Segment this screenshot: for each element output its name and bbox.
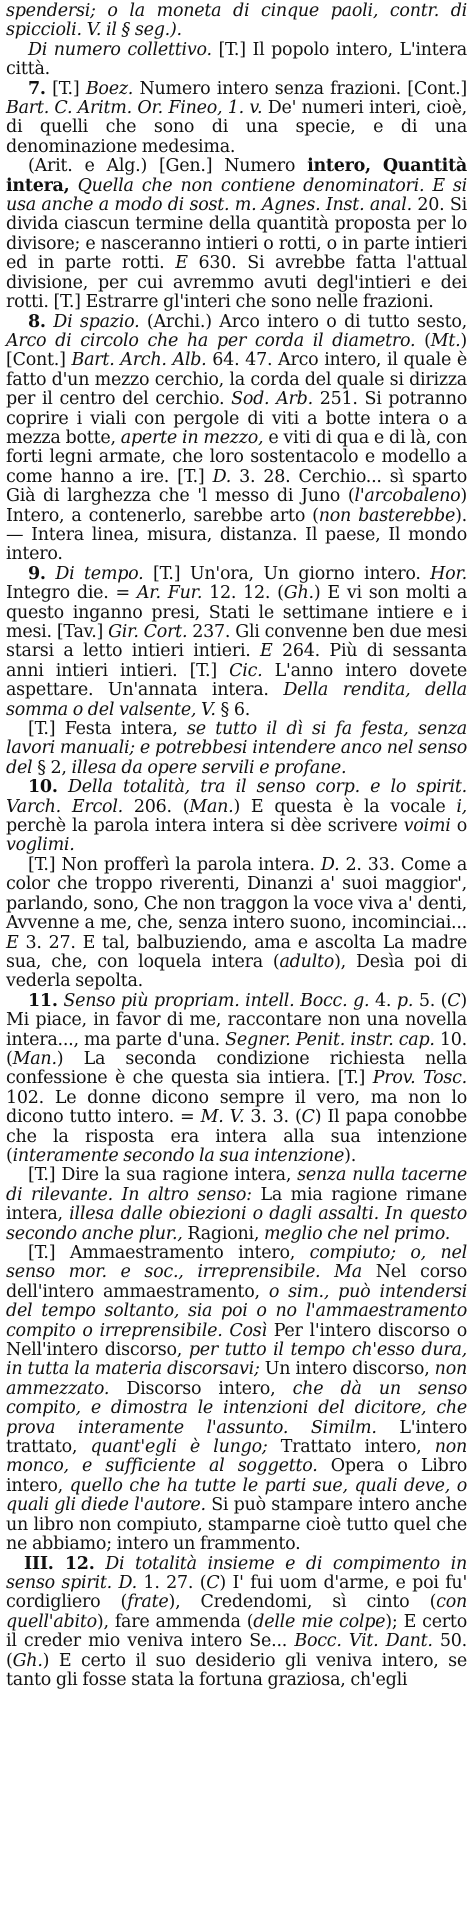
text-segment: ), Credendomi, sì cinto (: [168, 1592, 437, 1613]
text-segment: 8.: [28, 311, 46, 332]
text-segment: meglio che nel primo.: [264, 1223, 451, 1244]
text-segment: 264. Più di sessanta anni intieri intieri. [T.]: [6, 641, 467, 681]
text-segment: ), Desìa poi di vederla sepolta.: [6, 951, 467, 992]
text-segment: (: [415, 330, 431, 351]
text-segment: se tutto il dì si fa festa, senza lavori manuali; e potrebbesi intendere anco nel senso del: [6, 719, 467, 778]
text-segment: ). — Intera linea, misura, distanza. Il paese, Il mondo intero.: [6, 505, 467, 565]
text-segment: 50. (: [6, 1631, 467, 1671]
text-segment: senza nulla tacerne di rilevante. In altro senso:: [6, 1165, 467, 1205]
text-segment: 10. (: [6, 1029, 467, 1069]
text-segment: Boez.: [85, 78, 134, 99]
text-segment: [T.] Il popolo intero, L'intera città.: [6, 39, 467, 80]
text-segment: 20. Si divida ciascun termine della quantità proposta per lo divisore; e nasceranno intieri o rotti, o in parte intieri ed in parte rotti.: [6, 195, 467, 274]
text-segment: [46, 564, 56, 584]
text-segment: [58, 777, 68, 797]
text-segment: intero,: [307, 156, 371, 177]
text-segment: (Arit. e Alg.) [Gen.] Numero: [28, 156, 308, 177]
text-segment: M. V.: [200, 1107, 245, 1128]
text-segment: illesa dalle obiezioni o dagli assalti. In questo secondo anche plur.,: [6, 1204, 467, 1244]
text-segment: 3. 27. E tal, balbuziendo, ama e ascolta La madre sua, che, con loquela intera (: [6, 932, 467, 972]
entry-paragraph: [6, 992, 467, 1167]
text-segment: Si può stampare intero anche un libro non compiuto, stamparne cioè tutto quel che ne abbiamo; intero un frammento.: [6, 1495, 467, 1555]
text-segment: Integro die. =: [6, 583, 137, 604]
text-segment: compiuto; o, nel senso mor. e soc., irreprensibile. Ma: [6, 1243, 467, 1283]
text-segment: 5. (: [413, 990, 448, 1011]
text-segment: Man.: [189, 796, 234, 817]
text-segment: Cic.: [229, 660, 263, 681]
text-segment: 12. 12. (: [202, 583, 284, 604]
text-segment: La mia ragione rimane intera,: [6, 1184, 467, 1225]
text-segment: perchè la parola intera intera si dèe scrivere: [6, 816, 404, 837]
text-segment: [T.] Non profferì la parola intera.: [28, 854, 321, 875]
text-segment: 11.: [28, 990, 58, 1011]
text-segment: Numero intero senza frazioni. [Cont.]: [133, 78, 467, 99]
text-segment: Prov. Tosc.: [372, 1068, 467, 1089]
text-segment: E: [175, 253, 188, 274]
text-segment: Gh.: [12, 1650, 43, 1671]
text-segment: 7.: [28, 78, 46, 99]
text-segment: 237. Gli convenne ben due mesi starsi a letto intieri intieri.: [6, 622, 467, 662]
entry-paragraph: [6, 1166, 467, 1244]
text-segment: i,: [456, 796, 467, 817]
text-segment: o: [450, 816, 467, 837]
text-segment: C: [447, 990, 461, 1011]
text-segment: Sod. Arb.: [231, 389, 313, 410]
text-segment: Opera o Libro intero,: [6, 1456, 467, 1496]
text-segment: Della totalità, tra il senso corp. e lo spirit. Varch. Ercol.: [6, 777, 467, 817]
text-segment: E: [260, 641, 273, 662]
text-segment: ), fare ammenda (: [96, 1611, 254, 1632]
text-segment: ) I' fui uom d'arme, e poi fu' cordigliero (: [6, 1572, 468, 1613]
text-segment: Bart. Arch. Alb.: [71, 350, 207, 371]
text-segment: ); E certo il creder mio veniva intero Se...: [6, 1611, 467, 1652]
text-segment: ).: [344, 1145, 357, 1166]
text-segment: (Archi.) Arco intero o di tutto sesto,: [139, 311, 467, 332]
text-segment: per tutto il tempo ch'esso dura, in tutta la materia discorsavi;: [6, 1340, 467, 1380]
text-segment: Quantità intera,: [6, 156, 467, 196]
text-segment: [T.] Dire la sua ragione intera,: [28, 1165, 298, 1186]
text-segment: 630. Si avrebbe fatta l'attual divisione, per cui avremmo avuti degl'intieri e dei rotti. [T.] Estrarre gl'interi che sono nelle frazioni.: [6, 253, 467, 313]
text-segment: Di numero collettivo.: [28, 39, 212, 60]
text-segment: Bocc. Vit. Dant.: [294, 1631, 433, 1652]
text-segment: o sim., può intendersi del tempo soltanto, sia poi o no l'ammaestramento compito o irreprensibile. Così: [6, 1281, 467, 1341]
text-segment: con quell'abito: [6, 1592, 468, 1632]
text-segment: Ragioni,: [182, 1223, 264, 1244]
text-segment: L'anno intero dovete aspettare. Un'annata intera.: [6, 660, 467, 701]
text-segment: [T.] Ammaestramento intero,: [28, 1243, 310, 1263]
text-segment: 10.: [28, 777, 58, 798]
text-segment: Di totalità insieme e di compimento in senso spirit. D.: [6, 1553, 467, 1593]
text-segment: [T.] Festa intera,: [28, 719, 188, 740]
text-segment: Gir. Cort.: [108, 622, 188, 642]
text-segment: [95, 1554, 106, 1574]
text-segment: non monco, e sufficiente al soggetto.: [6, 1437, 468, 1477]
text-segment: Di spazio.: [53, 311, 140, 332]
text-segment: ) Intero, a contenerlo, sarebbe arto (: [6, 486, 467, 526]
entry-paragraph: [6, 80, 467, 158]
text-segment: frate: [127, 1592, 169, 1613]
entry-paragraph: [6, 1555, 467, 1691]
text-segment: Un intero discorso,: [259, 1359, 435, 1380]
text-segment: De' numeri interi, cioè, di quelli che sono di una specie, e di una denominazione medesima.: [6, 98, 467, 157]
text-segment: D.: [320, 854, 340, 875]
text-segment: 4.: [369, 990, 397, 1011]
text-segment: illesa da opere servili e profane.: [71, 757, 347, 778]
text-segment: 64. 47. Arco intero, il quale è fatto d'un mezzo cerchio, la corda del quale si dirizza per il centro del cerchio.: [6, 350, 467, 410]
text-segment: § 2,: [32, 757, 72, 778]
text-segment: ) La seconda condizione richiesta nella confessione è che questa sia intiera. [T.]: [6, 1048, 467, 1089]
text-segment: ) Il papa conobbe che la risposta era intera alla sua intenzione (: [6, 1107, 467, 1166]
text-segment: adulto: [279, 951, 335, 972]
text-segment: ) E certo il suo desiderio gli veniva intero, se tanto gli fosse stata la fortuna graziosa, ch'egli: [6, 1650, 467, 1690]
text-segment: delle mie colpe: [253, 1611, 386, 1632]
text-segment: spendersi; o la moneta di cinque paoli, contr. di spiccioli. V. il § seg.).: [6, 1, 467, 41]
text-segment: D.: [212, 466, 232, 487]
text-segment: C: [206, 1572, 220, 1593]
text-segment: quant'egli è lungo;: [90, 1437, 268, 1458]
text-segment: C: [301, 1107, 315, 1128]
text-segment: ) E questa è la vocale: [233, 796, 457, 817]
text-segment: ) E vi son molti a questo inganno presi, Stati le settimane intiere e i mesi. [Tav.]: [6, 583, 467, 642]
text-segment: Discorso intero,: [109, 1378, 293, 1399]
entry-paragraph: [6, 2, 467, 41]
text-segment: voimi: [403, 816, 451, 837]
text-segment: [T.]: [45, 78, 86, 99]
text-segment: l'arcobaleno: [354, 486, 461, 507]
text-segment: Ar. Fur.: [136, 583, 203, 604]
text-segment: Della rendita, della somma o del valsente, V.: [6, 680, 467, 720]
text-segment: Per l'intero discorso o Nell'intero discorso,: [6, 1320, 467, 1361]
text-segment: Bart. C. Aritm. Or. Fineo, 1. v.: [6, 98, 263, 119]
text-segment: L'intero trattato,: [6, 1417, 467, 1458]
entry-paragraph: [6, 157, 467, 312]
text-segment: 9.: [28, 563, 46, 584]
text-segment: 206. (: [122, 796, 190, 817]
text-segment: [T.] Un'ora, Un giorno intero.: [143, 563, 431, 584]
text-segment: e viti di qua e di là, con forti legni armate, che loro sostentacolo e modello a come hanno a ire. [T.]: [6, 427, 467, 487]
text-segment: Di tempo.: [55, 563, 144, 584]
entry-paragraph: [6, 856, 467, 992]
text-segment: ) Mi piace, in favor di me, raccontare non una novella intera..., ma parte d'una.: [6, 990, 467, 1050]
entry-paragraph: [6, 41, 467, 80]
entry-paragraph: [6, 720, 467, 778]
text-segment: Trattato intero,: [267, 1437, 435, 1458]
text-segment: Mt.: [430, 330, 461, 351]
text-segment: Hor.: [430, 563, 467, 584]
text-segment: 3. 28. Cerchio... sì sparto Già di larghezza che 'l messo di Juno (: [6, 466, 468, 507]
text-segment: 3. 3. (: [244, 1107, 302, 1128]
text-segment: III. 12.: [24, 1553, 95, 1574]
text-segment: Quella che non contiene denominatori. E si usa anche a modo di sost. m. Agnes. Inst. anal.: [6, 175, 467, 216]
text-segment: 251. Si potranno coprire i viali con pergole di viti a botte intera o a mezza botte,: [6, 389, 468, 448]
text-segment: 102. Le donne dicono sempre il vero, ma non lo dicono tutto intero. =: [6, 1087, 467, 1128]
text-segment: Senso più propriam. intell. Bocc. g.: [63, 990, 370, 1011]
text-segment: aperte in mezzo,: [120, 427, 264, 448]
text-segment: 2. 33. Come a color che troppo riverenti, Dinanzi a' suoi maggior', parlando, sono, Che non traggon la voce viva a' denti, Avvenne a me, che, senza intero suono, incominciai...: [6, 854, 468, 934]
text-segment: non ammezzato.: [6, 1359, 467, 1399]
text-segment: 1. 27. (: [136, 1572, 207, 1593]
text-segment: Segner. Penit. instr. cap.: [225, 1029, 435, 1050]
text-segment: che dà un senso compito, e dimostra le intenzioni del dicitore, che prova interamente l'assunto. Similm.: [6, 1378, 467, 1438]
text-segment: [371, 156, 383, 176]
text-segment: quello che ha tutte le parti sue, quali deve, o quali gli diede l'autore.: [6, 1475, 467, 1516]
text-segment: E: [6, 932, 19, 953]
text-segment: interamente secondo la sua intenzione: [12, 1145, 345, 1166]
text-segment: non basterebbe: [318, 505, 456, 526]
entry-paragraph: [6, 565, 467, 720]
text-segment: voglimi.: [6, 835, 75, 856]
text-segment: Arco di circolo che ha per corda il diametro.: [6, 330, 416, 351]
text-segment: Gh.: [283, 583, 314, 604]
entry-paragraph: [6, 778, 467, 856]
text-segment: Man.: [12, 1048, 57, 1069]
text-segment: Nel corso dell'intero ammaestramento,: [6, 1262, 467, 1302]
text-segment: ) [Cont.]: [6, 330, 467, 371]
text-segment: § 6.: [215, 699, 251, 720]
entry-paragraph: [6, 313, 467, 565]
entry-paragraph: [6, 1244, 467, 1555]
text-segment: p.: [396, 990, 414, 1011]
